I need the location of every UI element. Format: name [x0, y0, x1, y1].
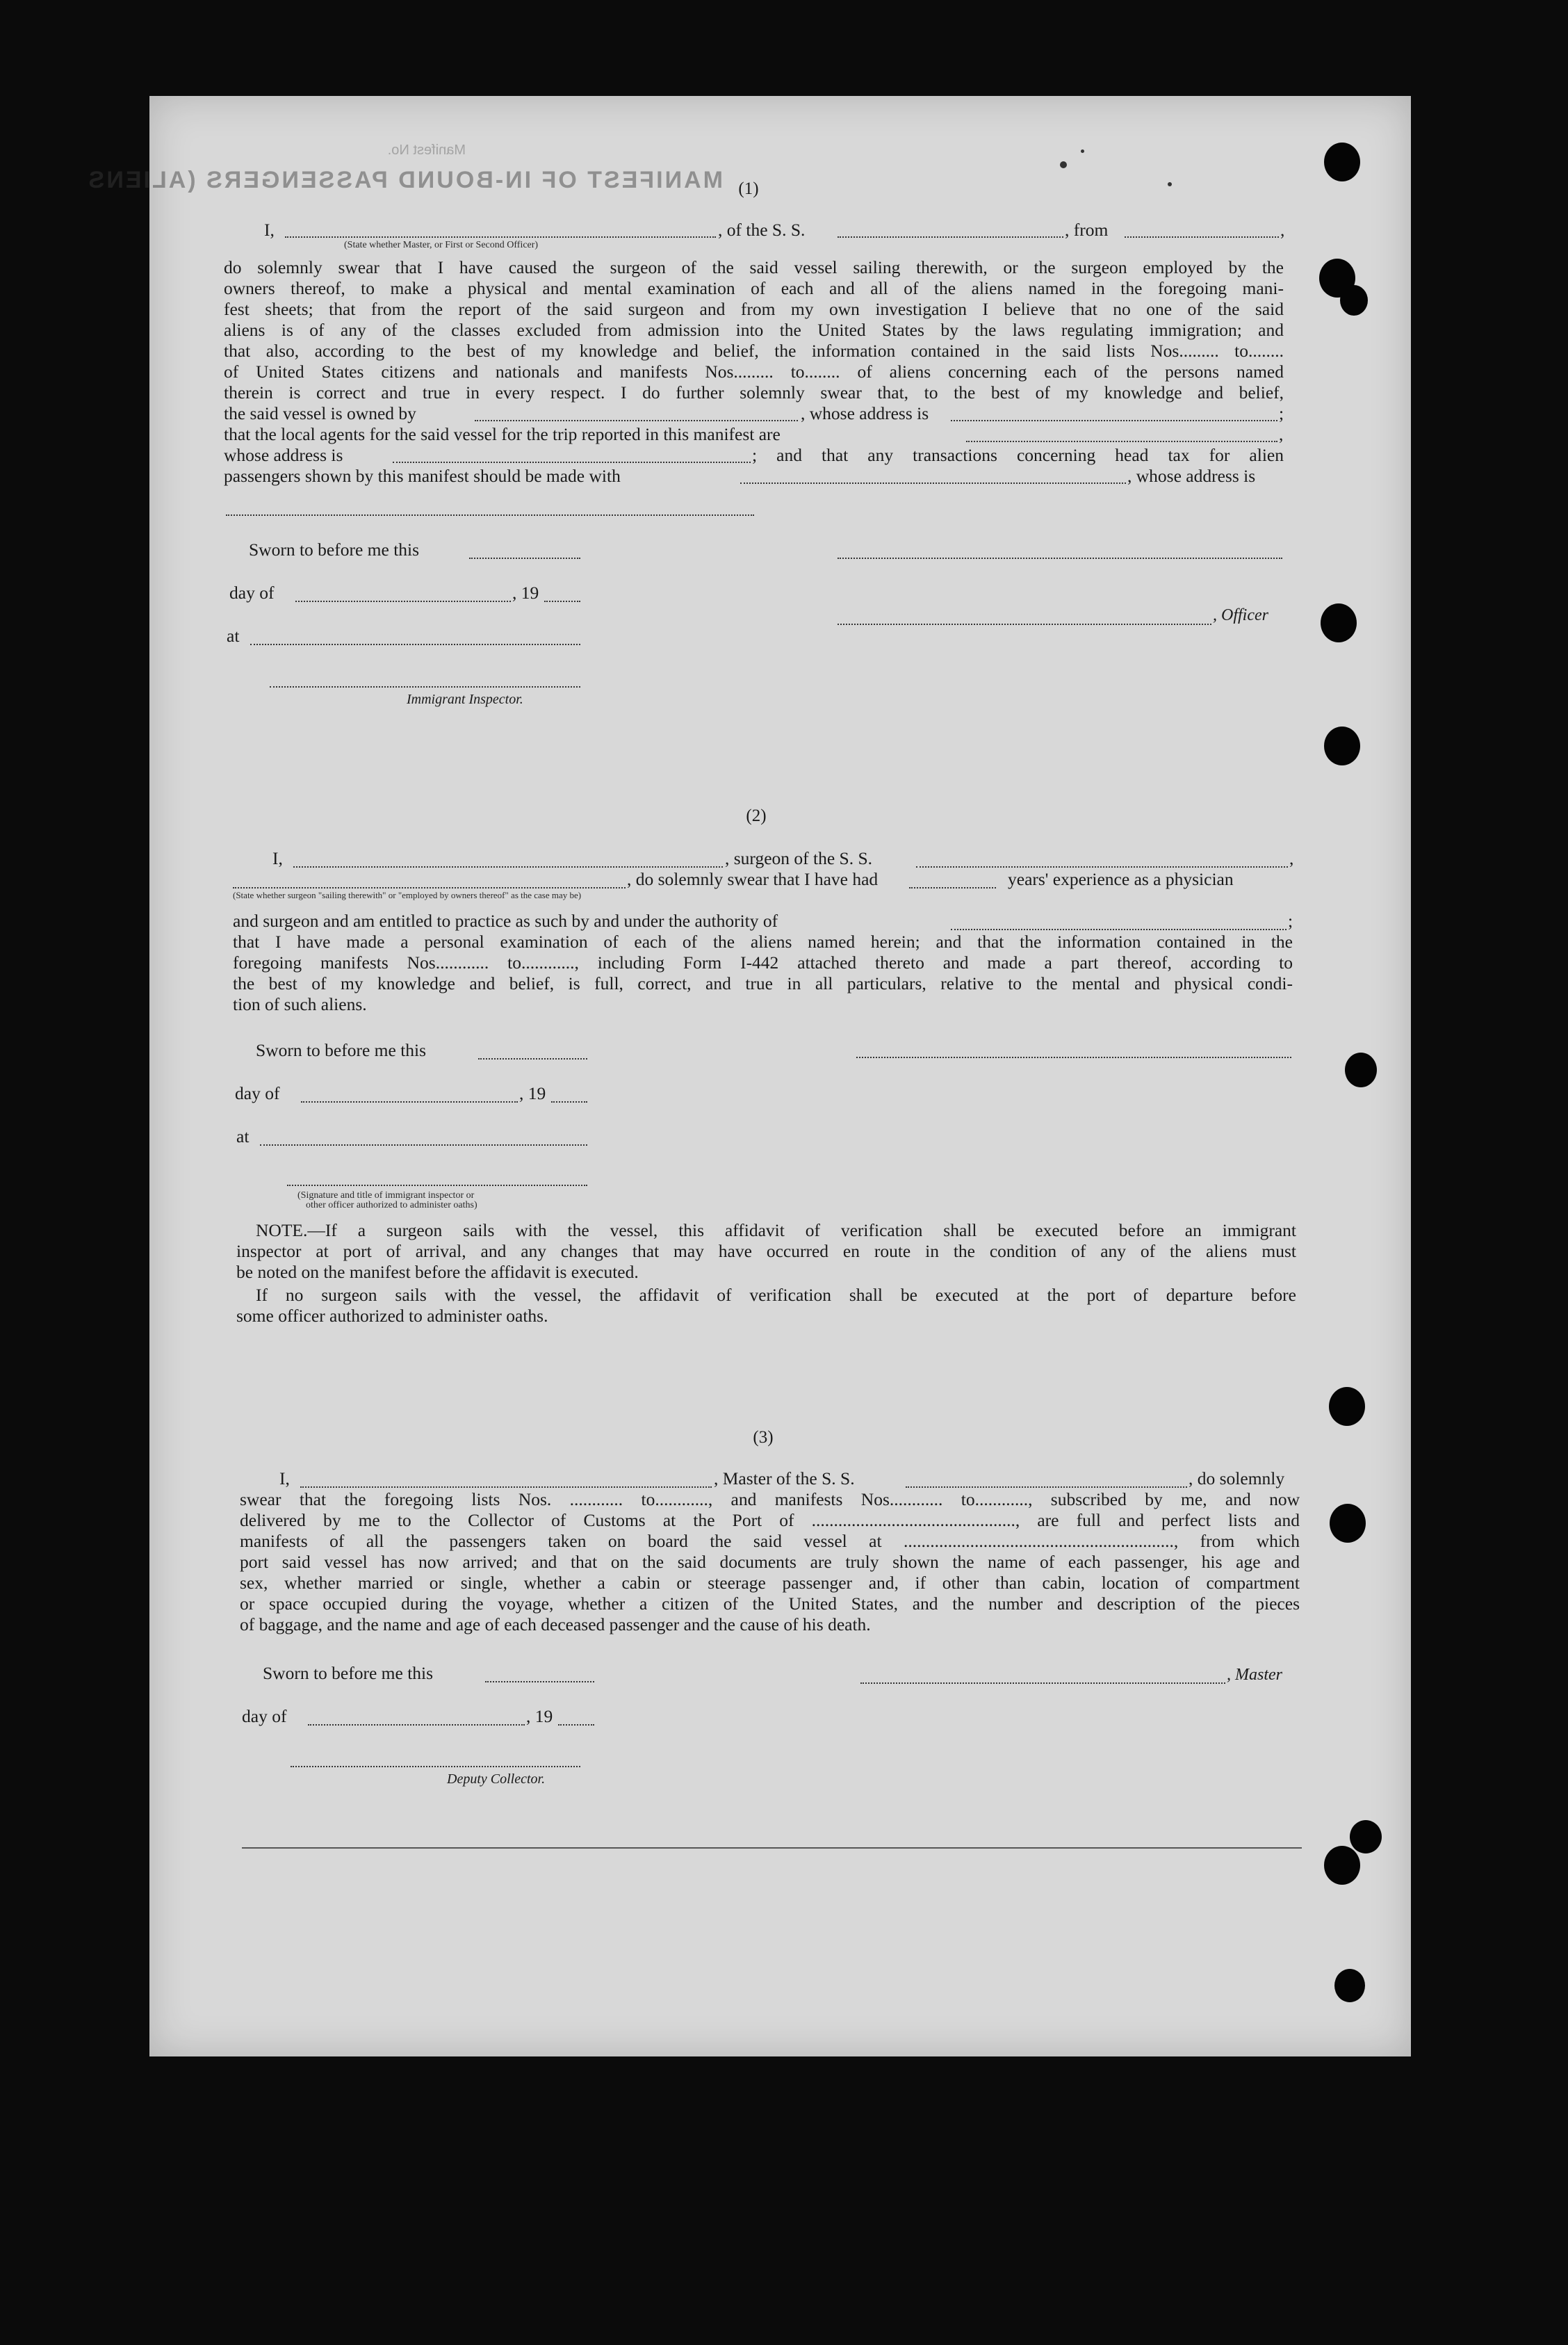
s3-body-2: delivered by me to the Collector of Customs at the Port of .............................................., are full and perfect lists and	[240, 1510, 1300, 1530]
s1-sworn-day-blank[interactable]	[469, 558, 580, 559]
ink-speck	[1060, 161, 1067, 168]
s2-surgeon-name-blank[interactable]	[293, 866, 723, 868]
s1-comma: ,	[1279, 424, 1284, 444]
s2-note-1: NOTE.—If a surgeon sails with the vessel, this affidavit of verification shall be executed before an immigrant	[256, 1220, 1296, 1240]
s1-owner-address-blank[interactable]	[951, 420, 1277, 421]
s2-at: at	[236, 1126, 250, 1146]
punch-hole	[1324, 727, 1360, 765]
s3-master-name-blank[interactable]	[300, 1486, 712, 1488]
punch-hole	[1324, 1846, 1360, 1885]
s1-whose-address-is: whose address is	[224, 445, 343, 465]
s1-body-6: of United States citizens and nationals and manifests Nos......... to........ of aliens concerning each of the persons named	[224, 362, 1284, 382]
s1-final-address-blank[interactable]	[226, 514, 754, 516]
s3-ship-blank[interactable]	[906, 1486, 1187, 1488]
s2-authority: and surgeon and am entitled to practice as such by and under the authority of	[233, 911, 778, 931]
s3-deputy: Deputy Collector.	[447, 1771, 546, 1787]
s1-from-blank[interactable]	[1125, 236, 1279, 238]
s2-i: I,	[272, 848, 283, 868]
s2-surgeon-of: , surgeon of the S. S.	[725, 848, 873, 868]
s2-year-blank[interactable]	[551, 1101, 587, 1103]
s2-note-2: inspector at port of arrival, and any changes that may have occurred en route in the condition of any of the aliens must	[236, 1241, 1296, 1261]
s1-passengers: passengers shown by this manifest should be made with	[224, 466, 621, 486]
s1-inspector-blank[interactable]	[270, 686, 580, 688]
s1-whose-address-end: , whose address is	[1127, 466, 1256, 486]
s3-year-blank[interactable]	[558, 1724, 594, 1726]
s1-agents-address-blank[interactable]	[393, 462, 751, 463]
s1-body-3: fest sheets; that from the report of the said surgeon and from my own investigation I believe that no one of the said	[224, 299, 1284, 319]
s3-deputy-blank[interactable]	[291, 1766, 580, 1767]
s1-month-blank[interactable]	[295, 601, 511, 602]
s2-authority-blank[interactable]	[951, 929, 1287, 930]
punch-hole	[1350, 1820, 1382, 1853]
s2-sig-caption-1: (Signature and title of immigrant inspector or	[297, 1190, 475, 1201]
s1-head-tax-party-blank[interactable]	[740, 482, 1126, 484]
punch-hole	[1340, 285, 1368, 316]
punch-hole	[1324, 143, 1360, 181]
s2-body-3: the best of my knowledge and belief, is full, correct, and true in all particulars, relative to the mental and physical condi-	[233, 973, 1293, 993]
s1-officer-blank[interactable]	[838, 624, 1211, 625]
s1-name-blank[interactable]	[285, 236, 716, 238]
punch-hole	[1321, 603, 1357, 642]
s1-body-4: aliens is of any of the classes excluded from admission into the United States by the laws regulating immigration; and	[224, 320, 1284, 340]
s3-day-of: day of	[242, 1706, 287, 1726]
section-1-number: (1)	[738, 179, 759, 198]
s2-sworn: Sworn to before me this	[256, 1040, 427, 1060]
s3-body-6: or space occupied during the voyage, whether a citizen of the United States, and the number and description of the pieces	[240, 1593, 1300, 1614]
s2-month-blank[interactable]	[301, 1101, 518, 1103]
s1-year-blank[interactable]	[544, 601, 580, 602]
s3-sworn-day-blank[interactable]	[485, 1681, 594, 1682]
s3-body-4: port said vessel has now arrived; and that on the said documents are truly shown the name of each passenger, his age and	[240, 1552, 1300, 1572]
punch-hole	[1330, 1504, 1366, 1543]
s2-signature-blank[interactable]	[856, 1057, 1291, 1058]
s3-year: , 19	[526, 1706, 553, 1726]
s3-body-last: of baggage, and the name and age of each deceased passenger and the cause of his death.	[240, 1614, 871, 1634]
s1-i: I,	[264, 220, 275, 240]
s2-ship-blank[interactable]	[916, 866, 1288, 868]
s2-note2-1: If no surgeon sails with the vessel, the affidavit of verification shall be executed at the port of departure before	[256, 1285, 1296, 1305]
s1-body-5: that also, according to the best of my knowledge and belief, the information contained in the said lists Nos......... to........	[224, 341, 1284, 361]
s2-caption: (State whether surgeon "sailing therewith" or "employed by owners thereof" as the case may be)	[233, 890, 582, 900]
s2-body-1: that I have made a personal examination of each of the aliens named herein; and that the information contained in the	[233, 932, 1293, 952]
s1-day-of: day of	[229, 583, 275, 603]
s1-of-ss: , of the S. S.	[718, 220, 806, 240]
s2-note-3: be noted on the manifest before the affidavit is executed.	[236, 1262, 639, 1282]
s2-years: years' experience as a physician	[1008, 869, 1234, 889]
s3-body-1: swear that the foregoing lists Nos. ............ to............, and manifests Nos............ to............, subscribed by me, and now	[240, 1489, 1300, 1509]
bleed-through-manifest-no: Manifest No.	[387, 143, 466, 158]
s1-from: , from	[1065, 220, 1109, 240]
s1-at: at	[227, 626, 240, 646]
punch-hole	[1345, 1053, 1377, 1087]
s1-sworn: Sworn to before me this	[249, 539, 420, 560]
ink-speck	[1168, 182, 1172, 186]
bleed-through-header: MANIFEST OF IN-BOUND PASSENGERS (ALIENS	[86, 167, 723, 193]
s3-master-signature-blank[interactable]	[860, 1682, 1225, 1684]
s1-ship-blank[interactable]	[838, 236, 1063, 238]
s2-inspector-blank[interactable]	[287, 1185, 587, 1186]
s1-head-tax: ; and that any transactions concerning head tax for alien	[752, 445, 1284, 465]
s3-master: , Master	[1227, 1666, 1282, 1684]
s2-line3-end: ;	[1288, 911, 1293, 931]
s2-sworn-day-blank[interactable]	[478, 1058, 587, 1060]
s2-day-of: day of	[235, 1083, 280, 1103]
punch-hole	[1329, 1387, 1365, 1426]
s3-month-blank[interactable]	[308, 1724, 525, 1726]
s3-body-3: manifests of all the passengers taken on board the said vessel at ............................................................., from which	[240, 1531, 1300, 1551]
s1-officer: , Officer	[1213, 606, 1268, 624]
s1-signature-blank[interactable]	[838, 558, 1282, 559]
s2-body-2: foregoing manifests Nos............ to............, including Form I-442 attached thereto and made a part thereof, according to	[233, 952, 1293, 973]
section-3-number: (3)	[753, 1428, 774, 1447]
s3-solemnly: , do solemnly	[1189, 1468, 1285, 1488]
s1-body-7: therein is correct and true in every respect. I do further solemnly swear that, to the best of my knowledge and belief,	[224, 382, 1284, 403]
s1-at-blank[interactable]	[250, 644, 580, 645]
s2-at-blank[interactable]	[260, 1144, 587, 1146]
s3-i: I,	[279, 1468, 290, 1488]
s2-body-last: tion of such aliens.	[233, 994, 367, 1014]
s1-whose-address: , whose address is	[801, 403, 929, 423]
s1-owned-by: the said vessel is owned by	[224, 403, 416, 423]
s2-note2-2: some officer authorized to administer oaths.	[236, 1306, 548, 1326]
s1-owner-blank[interactable]	[475, 420, 798, 421]
s1-local-agents: that the local agents for the said vessel for the trip reported in this manifest are	[224, 424, 781, 444]
s1-body-2: owners thereof, to make a physical and mental examination of each and all of the aliens named in the foregoing mani-	[224, 278, 1284, 298]
s1-inspector: Immigrant Inspector.	[407, 692, 523, 707]
s2-years-blank[interactable]	[909, 887, 996, 888]
ink-speck	[1081, 149, 1084, 153]
s1-line1-end: ,	[1280, 220, 1285, 240]
s1-year: , 19	[512, 583, 539, 603]
s3-sworn: Sworn to before me this	[263, 1663, 434, 1683]
bottom-rule	[242, 1847, 1302, 1849]
s2-line1-end: ,	[1289, 848, 1294, 868]
s2-sig-caption-2: other officer authorized to administer oaths)	[306, 1200, 477, 1210]
s1-caption: (State whether Master, or First or Second Officer)	[344, 240, 539, 250]
s1-body-1: do solemnly swear that I have caused the surgeon of the said vessel sailing therewith, or the surgeon employed by the	[224, 257, 1284, 277]
punch-hole	[1334, 1969, 1365, 2002]
s3-master-of: , Master of the S. S.	[714, 1468, 855, 1488]
s2-swear: , do solemnly swear that I have had	[627, 869, 879, 889]
s1-agents-blank[interactable]	[966, 441, 1277, 442]
s2-year: , 19	[519, 1083, 546, 1103]
s3-body-5: sex, whether married or single, whether a cabin or steerage passenger and, if other than cabin, location of compartment	[240, 1573, 1300, 1593]
s1-semicolon: ;	[1279, 403, 1284, 423]
s2-status-blank[interactable]	[233, 887, 626, 888]
section-2-number: (2)	[746, 806, 767, 825]
